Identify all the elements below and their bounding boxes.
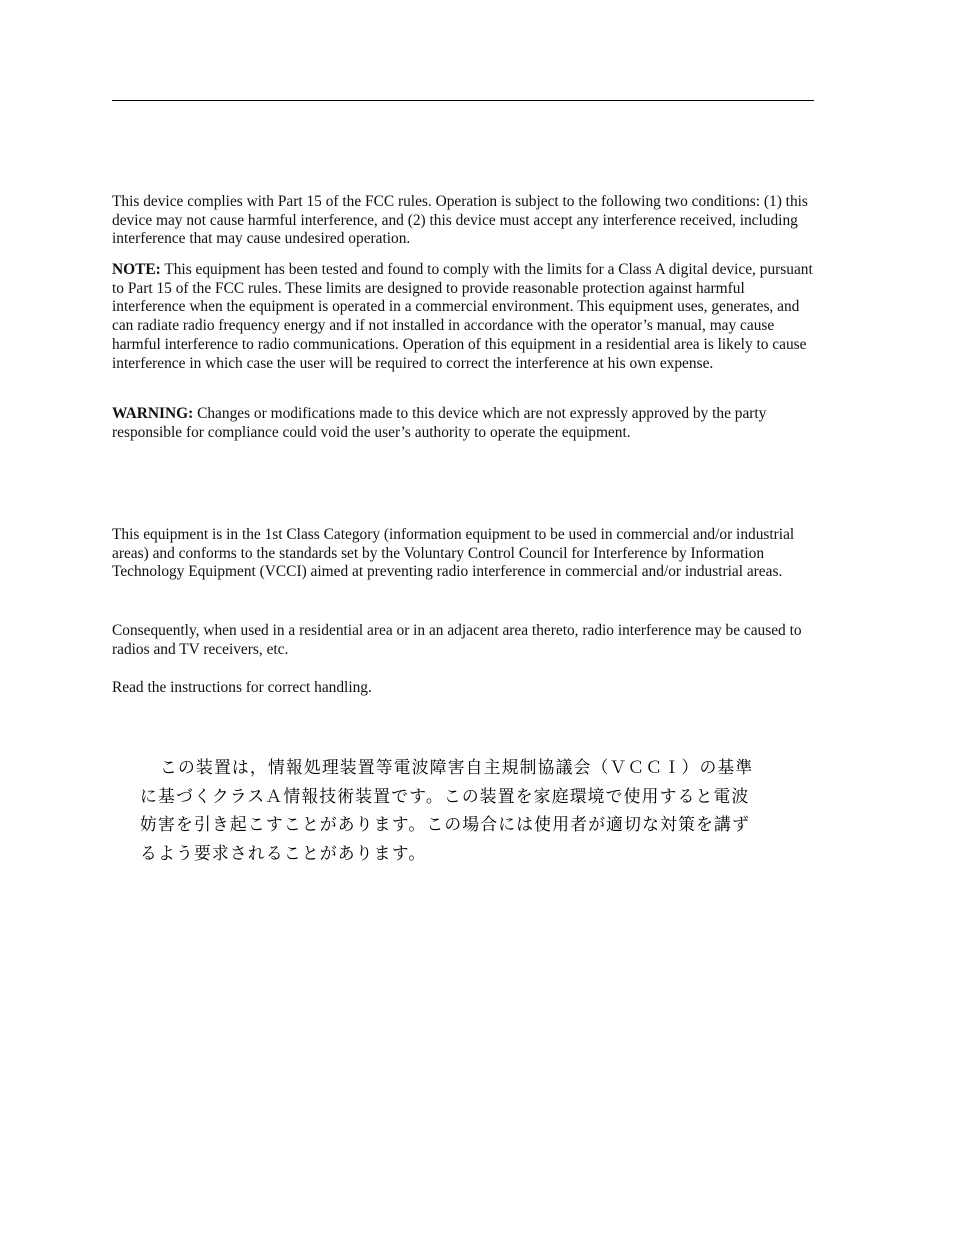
fcc-warning-paragraph bbox=[112, 405, 814, 442]
fcc-compliance-paragraph: This device complies with Part 15 of the FCC rules. Operation is subject to the following two conditions: (1) this device may not cause harmful interference, and (2) this device must accept any interference received, including interference that may cause undesired operation. bbox=[112, 193, 808, 248]
note-text: This equipment has been tested and found to comply with the limits for a Class A digital device, pursuant to Part 15 of the FCC rules. These limits are designed to provide reasonable protection against harmful interference when the equipment is operated in a commercial environment. This equipment uses, generates, and can radiate radio frequency energy and if not installed in accordance with the operator’s manual, may cause harmful interference to radio communications. Operation of this equipment in a residential area is likely to cause interference in which case the user will be required to correct the interference at his own expense. bbox=[112, 261, 813, 372]
vcci-handling-paragraph: Read the instructions for correct handling. bbox=[112, 679, 372, 696]
vcci-class-paragraph: This equipment is in the 1st Class Category (information equipment to be used in commercial and/or industrial areas) and conforms to the standards set by the Voluntary Control Council for Interference by Information Technology Equipment (VCCI) aimed at preventing radio interference in commercial and/or industrial areas. bbox=[112, 526, 795, 581]
vcci-japanese-statement bbox=[140, 753, 810, 867]
japanese-line: るよう要求されることがあります。 bbox=[140, 842, 427, 863]
note-label: NOTE: bbox=[112, 261, 161, 278]
header-rule bbox=[112, 100, 814, 101]
warning-text: Changes or modifications made to this device which are not expressly approved by the party responsible for compliance could void the user’s authority to operate the equipment. bbox=[112, 405, 767, 441]
japanese-line: に基づくクラスＡ情報技術装置です。この装置を家庭環境で使用すると電波 bbox=[140, 785, 750, 806]
japanese-line: この装置は，情報処理装置等電波障害自主規制協議会（ＶＣＣＩ）の基準 bbox=[160, 757, 754, 777]
japanese-line: 妨害を引き起こすことがあります。この場合には使用者が適切な対策を講ず bbox=[140, 814, 751, 835]
vcci-interference-paragraph: Consequently, when used in a residential area or in an adjacent area thereto, radio interference may be caused to radios and TV receivers, etc. bbox=[112, 622, 802, 658]
fcc-note-paragraph bbox=[112, 261, 814, 373]
warning-label: WARNING: bbox=[112, 405, 194, 422]
